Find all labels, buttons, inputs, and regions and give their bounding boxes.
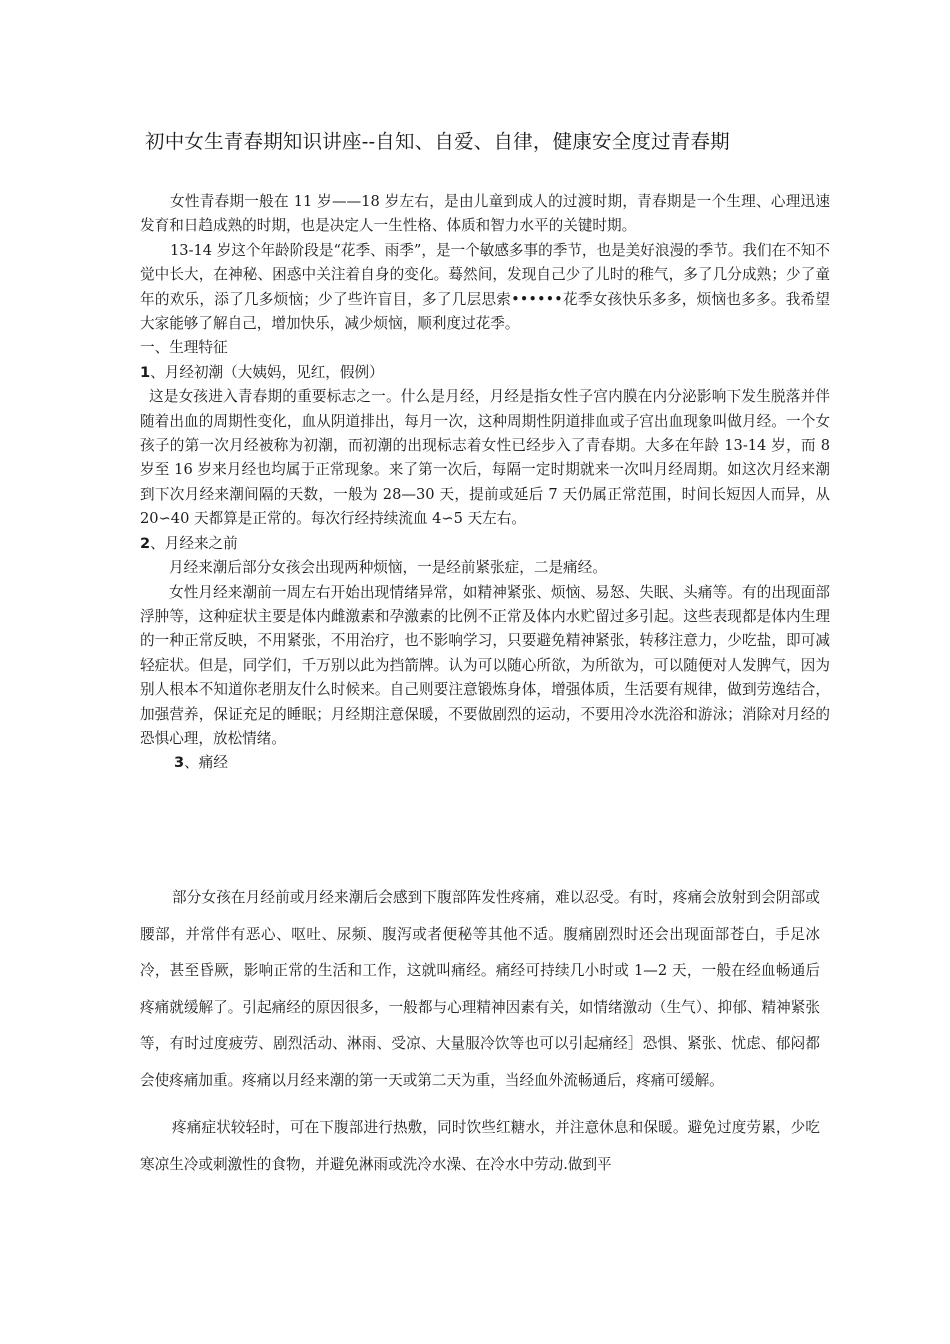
subsection-heading-dysmenorrhea bbox=[140, 751, 830, 775]
menarche-paragraph: 这是女孩进入青春期的重要标志之一。什么是月经，月经是指女性子宫内膜在内分泌影响下发生脱落并伴随着出血的周期性变化，血从阴道排出，每月一次，这种周期性阴道排血或子宫出血现象叫做月经。一个女孩子的第一次月经被称为初潮，而初潮的出现标志着女性已经步入了青春期。大多在年龄 13-14 岁，而 8 岁至 16 岁来月经也均属于正常现象。来了第一次后，每隔一定时期就来一次叫月经周期。如这次月经来潮到下次月经来潮间隔的天数，一般为 28—30 天，提前或延后 7 天仍属正常范围，时间长短因人而异，从 20∽40 天都算是正常的。每次行经持续流血 4∽5 天左右。 bbox=[140, 388, 830, 528]
premenstrual-paragraph-1: 月经来潮后部分女孩会出现两种烦恼，一是经前紧张症，二是痛经。 bbox=[169, 559, 607, 577]
document-body bbox=[140, 190, 830, 775]
dysmenorrhea-section-body bbox=[140, 880, 820, 1183]
section-heading-physiology: 一、生理特征 bbox=[140, 339, 228, 357]
intro-paragraph-1: 女性青春期一般在 11 岁——18 岁左右，是由儿童到成人的过渡时期，青春期是一个生理、心理迅速发育和日趋成熟的时期，也是决定人一生性格、体质和智力水平的关键时期。 bbox=[140, 193, 830, 235]
subsection-number: 3 bbox=[174, 754, 185, 772]
document-title: 初中女生青春期知识讲座--自知、自爱、自律，健康安全度过青春期 bbox=[145, 130, 730, 153]
subsection-heading-premenstrual bbox=[140, 532, 830, 556]
intro-paragraph-2: 13-14 岁这个年龄阶段是“花季、雨季”，是一个敏感多事的季节，也是美好浪漫的季节。我们在不知不觉中长大，在神秘、困惑中关注着自身的变化。蓦然间，发现自己少了儿时的稚气，多了几分成熟；少了童年的欢乐，添了几多烦恼；少了些许盲目，多了几层思索••••••花季女孩快乐多多，烦恼也多多。我希望大家能够了解自己，增加快乐，减少烦恼，顺利度过花季。 bbox=[140, 241, 830, 333]
subsection-heading-text: 、痛经 bbox=[184, 754, 228, 772]
subsection-heading-text: 、月经来之前 bbox=[150, 534, 238, 552]
premenstrual-paragraph-2: 女性月经来潮前一周左右开始出现情绪异常，如精神紧张、烦恼、易怒、失眠、头痛等。有的出现面部浮肿等，这种症状主要是体内雌激素和孕激素的比例不正常及体内水贮留过多引起。这些表现都是体内生理的一种正常反映，不用紧张，不用治疗，也不影响学习，只要避免精神紧张，转移注意力，少吃盐，即可减轻症状。但是，同学们，千万别以此为挡箭牌。认为可以随心所欲，为所欲为，可以随便对人发脾气，因为别人根本不知道你老朋友什么时候来。自己则要注意锻炼身体，增强体质，生活要有规律，做到劳逸结合，加强营养，保证充足的睡眠；月经期注意保暖，不要做剧烈的运动，不要用冷水洗浴和游泳；消除对月经的恐惧心理，放松情绪。 bbox=[140, 583, 830, 747]
dysmenorrhea-paragraph-2: 疼痛症状较轻时，可在下腹部进行热敷，同时饮些红糖水，并注意休息和保暖。避免过度劳累，少吃寒凉生冷或刺激性的食物，并避免淋雨或洗冷水澡、在冷水中劳动.做到平 bbox=[140, 1119, 820, 1173]
subsection-number: 1 bbox=[140, 363, 151, 381]
dysmenorrhea-paragraph-1: 部分女孩在月经前或月经来潮后会感到下腹部阵发性疼痛，难以忍受。有时，疼痛会放射到会阴部或腰部，并常伴有恶心、呕吐、尿频、腹泻或者便秘等其他不适。腹痛剧烈时还会出现面部苍白，手足冰冷，甚至昏厥，影响正常的生活和工作，这就叫痛经。痛经可持续几小时或 1—2 天，一般在经血畅通后疼痛就缓解了。引起痛经的原因很多，一般都与心理精神因素有关，如情绪激动（生气）、抑郁、精神紧张等，有时过度疲劳、剧烈活动、淋雨、受凉、大量服冷饮等也可以引起痛经］恐惧、紧张、忧虑、郁闷都会使疼痛加重。疼痛以月经来潮的第一天或第二天为重，当经血外流畅通后，疼痛可缓解。 bbox=[140, 889, 820, 1089]
subsection-heading-menarche bbox=[140, 361, 830, 385]
subsection-number: 2 bbox=[140, 534, 151, 552]
subsection-heading-text: 、月经初潮（大姨妈，见红，假例） bbox=[150, 363, 384, 381]
